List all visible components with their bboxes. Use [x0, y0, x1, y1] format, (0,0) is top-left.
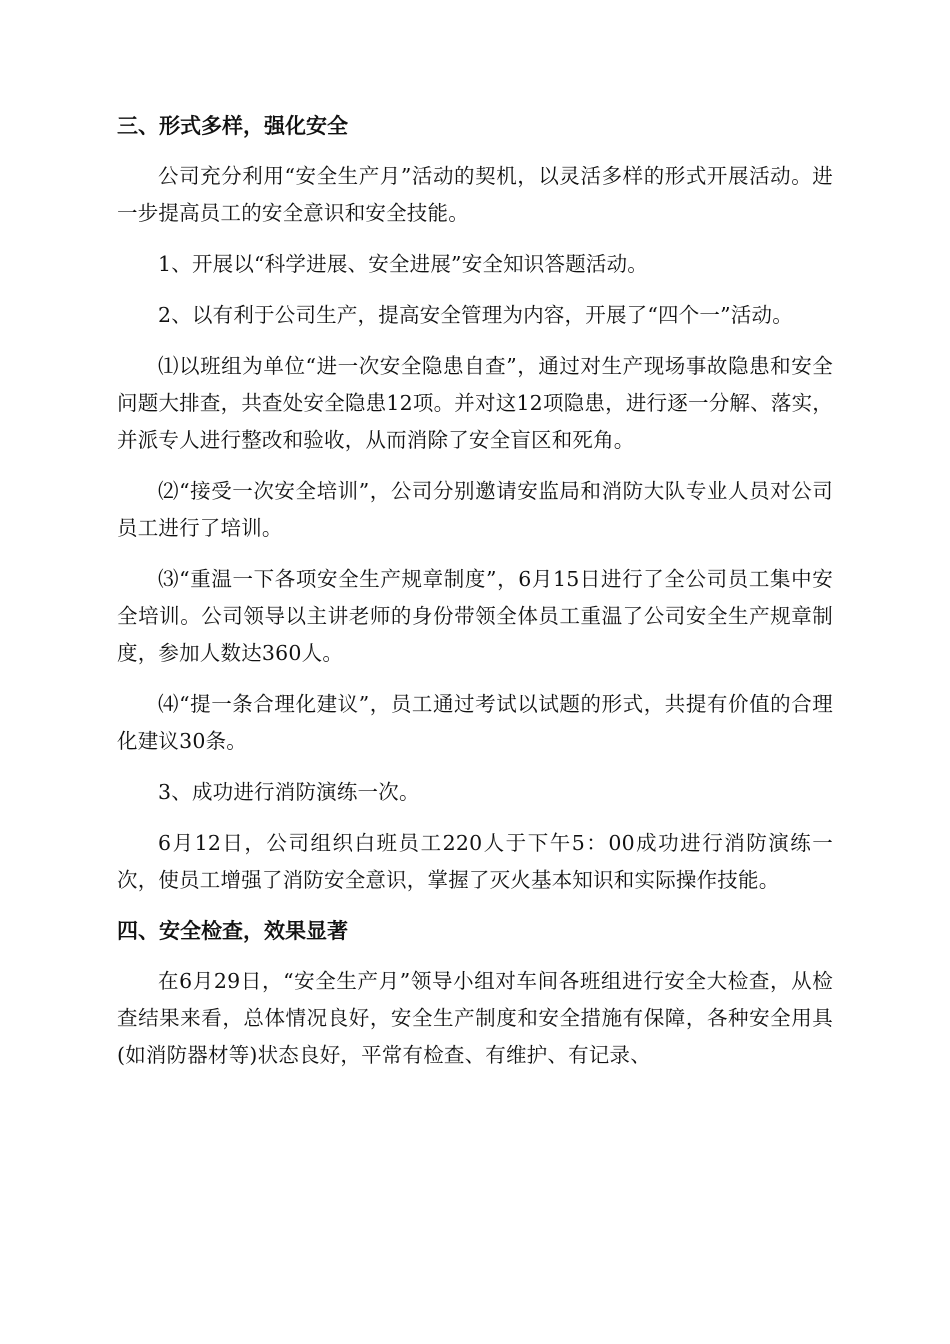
section-4: [117, 913, 833, 1074]
sub-list-item: ⑴以班组为单位“进一次安全隐患自查”，通过对生产现场事故隐患和安全问题大排查，共查处安全隐患12项。并对这12项隐患，进行逐一分解、落实，并派专人进行整改和验收，从而消除了安全盲区和死角。: [117, 354, 833, 452]
section-heading: 四、安全检查，效果显著: [117, 919, 348, 943]
list-item: 3、成功进行消防演练一次。: [158, 780, 420, 804]
sub-list-item: ⑶“重温一下各项安全生产规章制度”，6月15日进行了全公司员工集中安全培训。公司领导以主讲老师的身份带领全体员工重温了公司安全生产规章制度，参加人数达360人。: [117, 567, 833, 665]
section-3: [117, 108, 833, 899]
section-heading: 三、形式多样，强化安全: [117, 114, 348, 138]
paragraph: 在6月29日，“安全生产月”领导小组对车间各班组进行安全大检查，从检查结果来看，总体情况良好，安全生产制度和安全措施有保障，各种安全用具(如消防器材等)状态良好，平常有检查、有维护、有记录、: [117, 969, 833, 1067]
list-item: 2、以有利于公司生产，提高安全管理为内容，开展了“四个一”活动。: [158, 303, 793, 327]
paragraph: 6月12日，公司组织白班员工220人于下午5：00成功进行消防演练一次，使员工增强了消防安全意识，掌握了灭火基本知识和实际操作技能。: [117, 831, 833, 892]
document-page: [117, 108, 833, 1088]
sub-list-item: ⑵“接受一次安全培训”，公司分别邀请安监局和消防大队专业人员对公司员工进行了培训。: [117, 479, 833, 540]
paragraph: 公司充分利用“安全生产月”活动的契机，以灵活多样的形式开展活动。进一步提高员工的安全意识和安全技能。: [117, 164, 833, 225]
sub-list-item: ⑷“提一条合理化建议”，员工通过考试以试题的形式，共提有价值的合理化建议30条。: [117, 692, 833, 753]
list-item: 1、开展以“科学进展、安全进展”安全知识答题活动。: [158, 252, 649, 276]
